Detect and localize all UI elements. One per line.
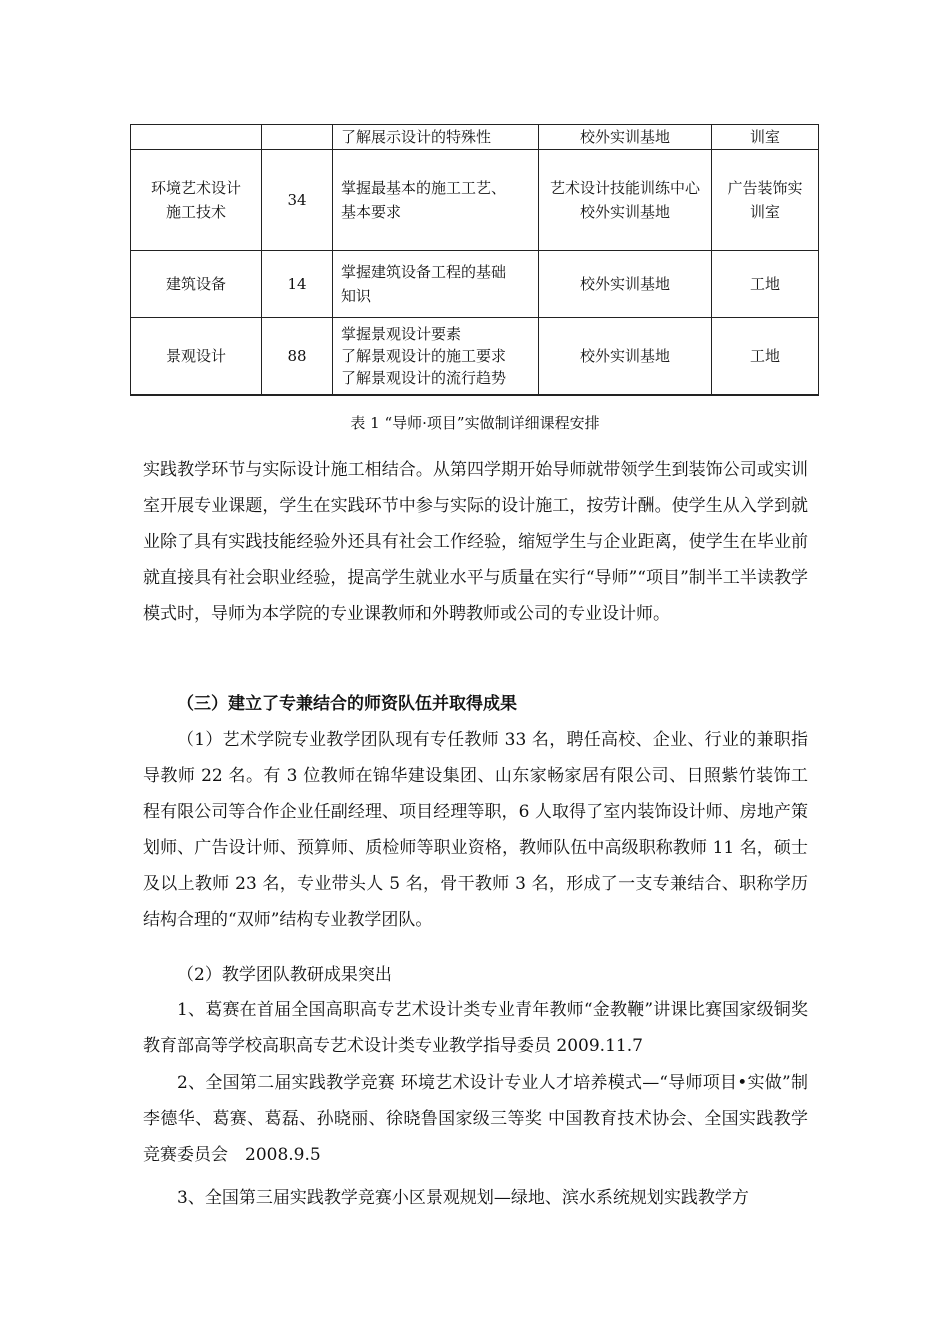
course-schedule-table [130, 124, 819, 396]
training-base-cell [539, 125, 712, 150]
training-site-line: 工地 [749, 347, 780, 365]
requirement-line: 了解展示设计的特殊性 [341, 128, 492, 146]
body-paragraph: 3、全国第三届实践教学竞赛小区景观规划—绿地、滨水系统规划实践教学方 [177, 1188, 749, 1208]
body-paragraph: （2）教学团队教研成果突出 [177, 965, 392, 985]
course-name-cell [131, 318, 262, 396]
requirement-cell [333, 150, 539, 251]
course-name-line: 建筑设备 [165, 275, 226, 293]
course-name-cell [131, 125, 262, 150]
hours-cell: 14 [262, 251, 333, 318]
requirement-cell [333, 318, 539, 396]
hours-cell: 88 [262, 318, 333, 396]
course-name-line: 景观设计 [165, 347, 226, 365]
table-row [131, 150, 819, 251]
course-name-line: 环境艺术设计 [150, 179, 241, 197]
requirement-line: 了解景观设计的施工要求 [341, 347, 507, 365]
training-base-line: 艺术设计技能训练中心 [549, 179, 700, 197]
training-base-line: 校外实训基地 [579, 128, 670, 146]
training-base-line: 校外实训基地 [579, 203, 670, 221]
training-base-cell [539, 318, 712, 396]
training-site-line: 训室 [749, 128, 780, 146]
body-paragraph: （1）艺术学院专业教学团队现有专任教师 33 名，聘任高校、企业、行业的兼职指导教师 22 名。有 3 位教师在锦华建设集团、山东家畅家居有限公司、日照紫竹装饰工程有限公司等合作企业任副经理、项目经理等职，6 人取得了室内装饰设计师、房地产策划师、广告设计师、预算师、质检师等职业资格，教师队伍中高级职称教师 11 名，硕士及以上教师 23 名，专业带头人 5 名，骨干教师 3 名，形成了一支专兼结合、职称学历结构合理的“双师”结构专业教学团队。 [143, 730, 808, 930]
section-heading: （三）建立了专兼结合的师资队伍并取得成果 [177, 694, 517, 714]
training-site-line: 训室 [749, 203, 780, 221]
requirement-line: 知识 [341, 287, 372, 305]
training-site-line: 广告装饰实 [727, 179, 803, 197]
table-caption: 表 1 “导师·项目”实做制详细课程安排 [350, 414, 600, 432]
table-row [131, 251, 819, 318]
table-row [131, 125, 819, 150]
hours-cell: 34 [262, 150, 333, 251]
training-site-cell [712, 251, 819, 318]
requirement-cell [333, 251, 539, 318]
course-name-cell [131, 150, 262, 251]
requirement-cell [333, 125, 539, 150]
body-paragraph: 实践教学环节与实际设计施工相结合。从第四学期开始导师就带领学生到装饰公司或实训室开展专业课题，学生在实践环节中参与实际的设计施工，按劳计酬。使学生从入学到就业除了具有实践技能经验外还具有社会工作经验，缩短学生与企业距离，使学生在毕业前就直接具有社会职业经验，提高学生就业水平与质量在实行“导师”“项目”制半工半读教学模式时，导师为本学院的专业课教师和外聘教师或公司的专业设计师。 [143, 460, 808, 624]
requirement-line: 基本要求 [341, 203, 402, 221]
training-site-cell [712, 150, 819, 251]
hours-cell [262, 125, 333, 150]
table-row [131, 318, 819, 396]
requirement-line: 了解景观设计的流行趋势 [341, 369, 507, 387]
body-paragraph: 2、全国第二届实践教学竞赛 环境艺术设计专业人才培养模式—“导师项目•实做”制李德华、葛赛、葛磊、孙晓丽、徐晓鲁国家级三等奖 中国教育技术协会、全国实践教学竞赛委员会 2008.9.5 [143, 1073, 808, 1165]
requirement-line: 掌握建筑设备工程的基础 [341, 263, 507, 281]
requirement-line: 掌握景观设计要素 [341, 325, 462, 343]
training-site-cell [712, 318, 819, 396]
training-base-cell [539, 251, 712, 318]
course-name-cell [131, 251, 262, 318]
training-base-line: 校外实训基地 [579, 275, 670, 293]
body-paragraph: 1、葛赛在首届全国高职高专艺术设计类专业青年教师“金教鞭”讲课比赛国家级铜奖教育部高等学校高职高专艺术设计类专业教学指导委员 2009.11.7 [143, 1000, 808, 1056]
training-site-cell [712, 125, 819, 150]
training-base-line: 校外实训基地 [579, 347, 670, 365]
course-name-line: 施工技术 [165, 203, 226, 221]
requirement-line: 掌握最基本的施工工艺、 [341, 179, 507, 197]
training-base-cell [539, 150, 712, 251]
training-site-line: 工地 [749, 275, 780, 293]
